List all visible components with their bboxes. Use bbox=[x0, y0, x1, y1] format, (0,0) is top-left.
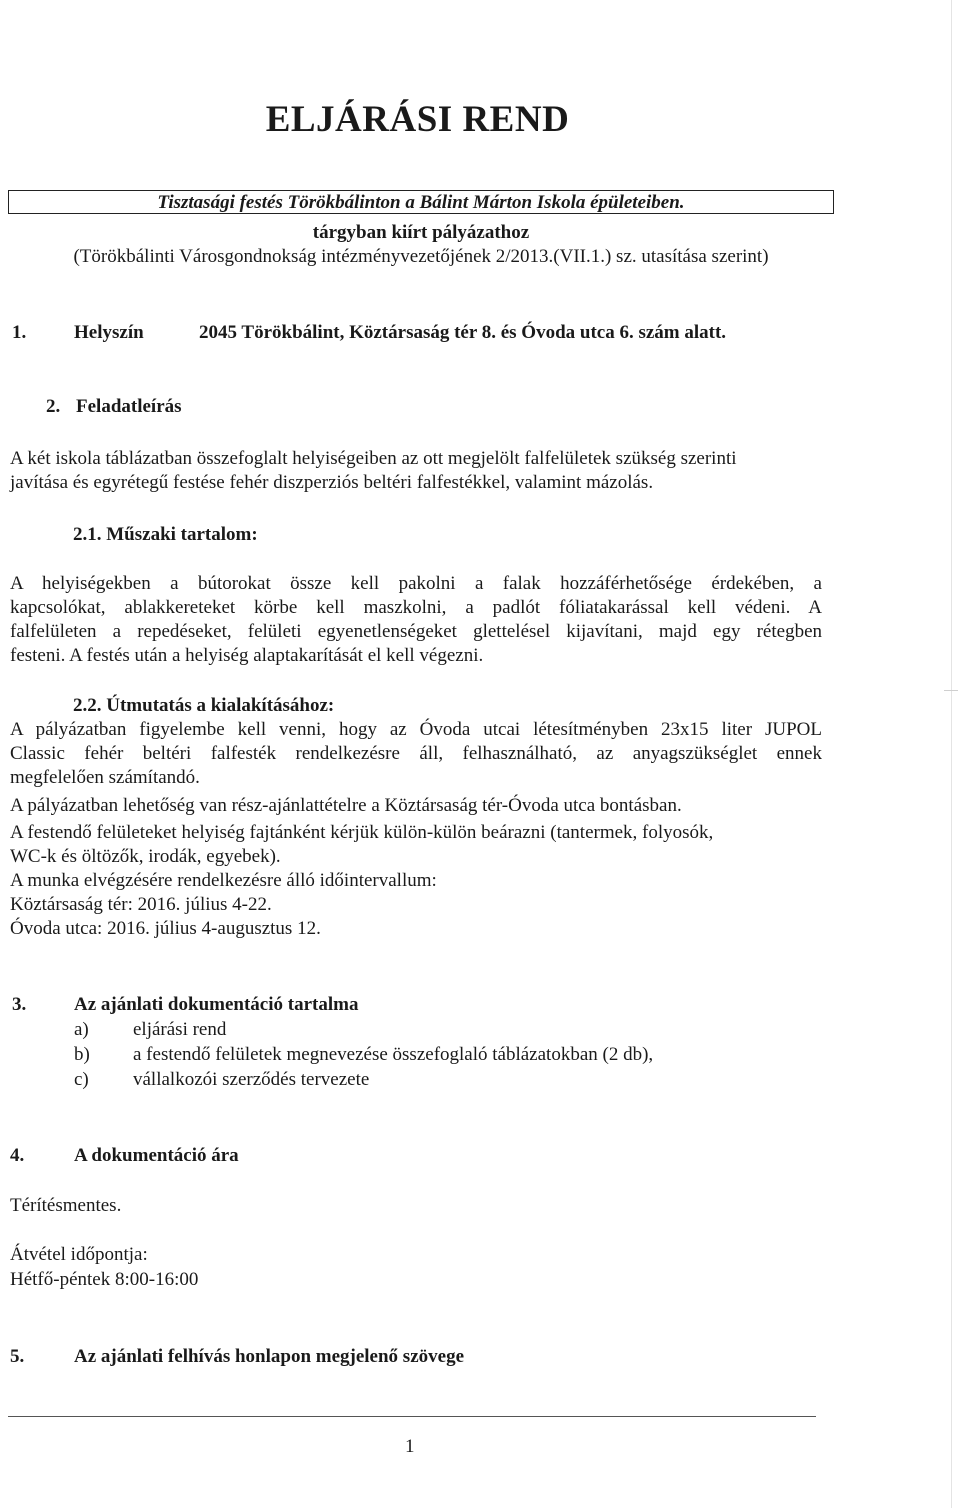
section-3-label: Az ajánlati dokumentáció tartalma bbox=[74, 994, 359, 1015]
section-1-location: 2045 Törökbálint, Köztársaság tér 8. és Óvoda utca 6. szám alatt. bbox=[199, 322, 727, 343]
section-3-item-a-letter: a) bbox=[74, 1019, 89, 1040]
section-2-2-heading: 2.2. Útmutatás a kialakításához: bbox=[73, 695, 335, 716]
subject-reference: (Törökbálinti Városgondnokság intézményvezetőjének 2/2013.(VII.1.) sz. utasítása szerint) bbox=[73, 246, 769, 267]
section-1-number: 1. bbox=[12, 322, 27, 343]
pickup-time: Hétfő-péntek 8:00-16:00 bbox=[10, 1269, 199, 1290]
section-3-item-b-letter: b) bbox=[74, 1044, 90, 1065]
section-2-2-line-2: Classic fehér beltéri falfesték rendelkezésre áll, felhasználható, az anyagszükséglet ennek bbox=[10, 743, 822, 764]
footer-divider bbox=[8, 1416, 816, 1417]
section-2-1-line-4: festeni. A festés után a helyiség alaptakarítását el kell végezni. bbox=[10, 645, 484, 666]
box-top-border bbox=[8, 190, 834, 191]
section-3-item-a: eljárási rend bbox=[133, 1019, 227, 1040]
section-2-2-line-1: A pályázatban figyelembe kell venni, hogy az Óvoda utcai létesítményben 23x15 liter JUPOL bbox=[10, 719, 822, 740]
section-2-paragraph-line-1: A két iskola táblázatban összefoglalt helyiségeiben az ott megjelölt falfelületek szükség szerinti bbox=[10, 448, 737, 469]
section-1-label: Helyszín bbox=[74, 322, 144, 343]
subject-subtitle: tárgyban kiírt pályázathoz bbox=[312, 222, 530, 243]
price-text: Térítésmentes. bbox=[10, 1195, 122, 1216]
section-2-2-line-6: WC-k és öltözők, irodák, egyebek). bbox=[10, 846, 281, 867]
section-2-1-line-2: kapcsolókat, ablakkereteket körbe kell maszkolni, a padlót fóliatakarással kell védeni. A bbox=[10, 597, 822, 618]
section-2-2-line-4: A pályázatban lehetőség van rész-ajánlattételre a Köztársaság tér-Óvoda utca bontásban. bbox=[10, 795, 682, 816]
section-5-label: Az ajánlati felhívás honlapon megjelenő szövege bbox=[74, 1346, 465, 1367]
section-2-2-line-5: A festendő felületeket helyiség fajtánként kérjük külön-külön beárazni (tantermek, folyosók, bbox=[10, 822, 714, 843]
section-2-label: Feladatleírás bbox=[76, 396, 182, 417]
section-4-number: 4. bbox=[10, 1145, 25, 1166]
pickup-label: Átvétel időpontja: bbox=[10, 1244, 148, 1265]
section-3-number: 3. bbox=[12, 994, 27, 1015]
document-title: ELJÁRÁSI REND bbox=[265, 99, 570, 140]
section-2-2-line-8: Köztársaság tér: 2016. július 4-22. bbox=[10, 894, 272, 915]
section-2-2-line-9: Óvoda utca: 2016. július 4-augusztus 12. bbox=[10, 918, 321, 939]
section-3-item-b: a festendő felületek megnevezése összefoglaló táblázatokban (2 db), bbox=[133, 1044, 654, 1065]
section-2-2-line-3: megfelelően számítandó. bbox=[10, 767, 200, 788]
section-2-1-heading: 2.1. Műszaki tartalom: bbox=[73, 524, 258, 545]
section-3-item-c: vállalkozói szerződés tervezete bbox=[133, 1069, 370, 1090]
section-2-1-line-1: A helyiségekben a bútorokat össze kell pakolni a falak hozzáférhetősége érdekében, a bbox=[10, 573, 822, 594]
page-number: 1 bbox=[405, 1436, 415, 1457]
scan-mark bbox=[944, 690, 958, 691]
section-4-label: A dokumentáció ára bbox=[74, 1145, 239, 1166]
section-2-paragraph-line-2: javítása és egyrétegű festése fehér diszperziós beltéri falfestékkel, valamint mázolás. bbox=[10, 472, 654, 493]
section-2-1-line-3: falfelületen a repedéseket, felületi egyenetlenségeket glettelésel kijavítani, majd egy rétegben bbox=[10, 621, 822, 642]
section-5-number: 5. bbox=[10, 1346, 25, 1367]
section-3-item-c-letter: c) bbox=[74, 1069, 89, 1090]
subject-line: Tisztasági festés Törökbálinton a Bálint Márton Iskola épületeiben. bbox=[157, 192, 685, 213]
scan-edge bbox=[951, 0, 952, 1508]
section-2-2-line-7: A munka elvégzésére rendelkezésre álló időintervallum: bbox=[10, 870, 437, 891]
section-2-number: 2. bbox=[46, 396, 61, 417]
